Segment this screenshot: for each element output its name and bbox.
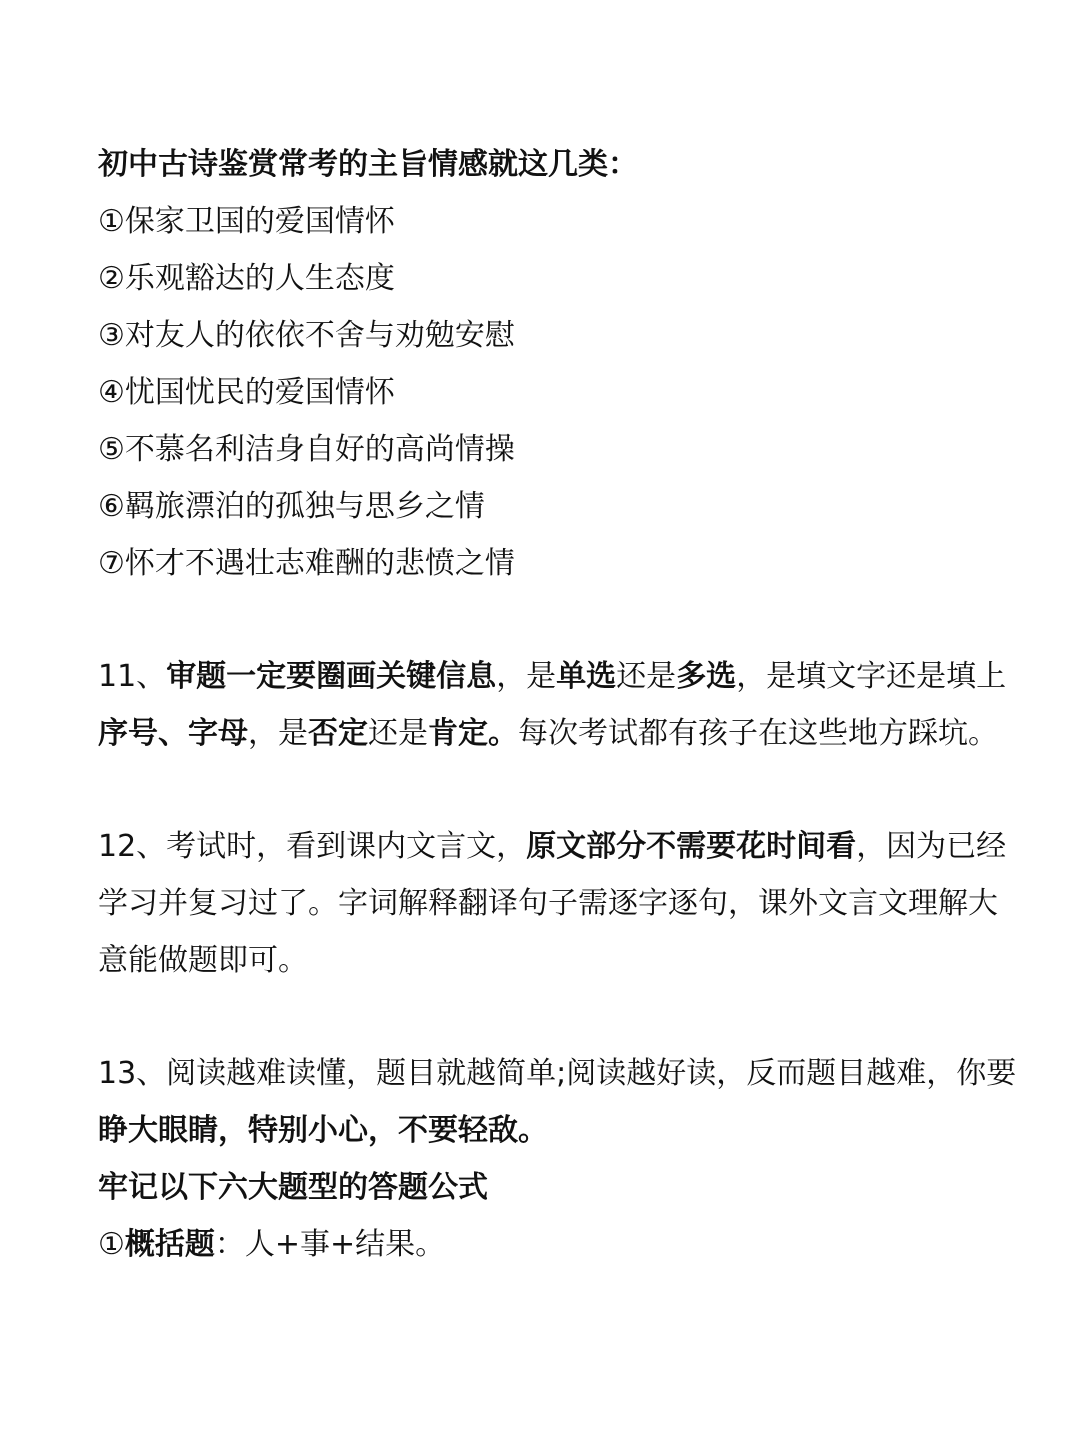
bold-span: 概括题 xyxy=(124,1227,215,1262)
bold-span: 多选 xyxy=(676,659,737,694)
bold-span: 否定 xyxy=(308,716,368,751)
formula-heading: 牢记以下六大题型的答题公式 xyxy=(98,1170,488,1205)
paragraph-gap xyxy=(98,989,998,1045)
bold-span: 审题一定要圈画关键信息 xyxy=(166,659,497,694)
list-item: ⑦怀才不遇壮志难酬的悲愤之情 xyxy=(98,546,515,581)
bold-span: 单选 xyxy=(556,659,617,694)
list-item: ①保家卫国的爱国情怀 xyxy=(98,204,395,239)
paragraph-13-line-1: 13、阅读越难读懂，题目就越简单;阅读越好读，反而题目越难，你要 xyxy=(98,1056,1017,1091)
text-span: 还是 xyxy=(368,716,428,751)
text-span: ：人+事+结果。 xyxy=(214,1227,446,1262)
paragraph-gap xyxy=(98,592,998,648)
text-span: ，是填文字还是填上 xyxy=(736,659,1007,694)
text-span: ，是 xyxy=(248,716,308,751)
paragraph-13-line-2: 睁大眼睛，特别小心，不要轻敌。 xyxy=(98,1113,548,1148)
list-item: ⑥羁旅漂泊的孤独与思乡之情 xyxy=(98,489,485,524)
list-item: ⑤不慕名利洁身自好的高尚情操 xyxy=(98,432,515,467)
document-page xyxy=(98,136,1017,1273)
list-item: ③对友人的依依不舍与劝勉安慰 xyxy=(98,318,515,353)
bold-span: 原文部分不需要花时间看 xyxy=(526,829,857,864)
bold-span: 肯定。 xyxy=(428,716,518,751)
text-span: ，是 xyxy=(496,659,557,694)
paragraph-11-line-2 xyxy=(98,705,998,762)
list-item: ④忧国忧民的爱国情怀 xyxy=(98,375,395,410)
text-span: 每次考试都有孩子在这些地方踩坑。 xyxy=(518,716,998,751)
paragraph-12-line-1 xyxy=(98,818,1007,875)
text-span: ，因为已经 xyxy=(856,829,1007,864)
section-title: 初中古诗鉴赏常考的主旨情感就这几类： xyxy=(98,147,638,182)
text-span: 12、考试时，看到课内文言文， xyxy=(98,829,527,864)
bold-span: 序号、字母 xyxy=(98,716,248,751)
formula-item xyxy=(98,1216,998,1273)
paragraph-11-line-1 xyxy=(98,648,1007,705)
text-span: 11、 xyxy=(98,659,167,694)
paragraph-12-line-2: 学习并复习过了。字词解释翻译句子需逐字逐句，课外文言文理解大 xyxy=(98,886,998,921)
text-span: ① xyxy=(98,1227,125,1262)
paragraph-gap xyxy=(98,762,998,818)
list-item: ②乐观豁达的人生态度 xyxy=(98,261,395,296)
text-span: 还是 xyxy=(616,659,677,694)
paragraph-12-line-3: 意能做题即可。 xyxy=(98,943,308,978)
